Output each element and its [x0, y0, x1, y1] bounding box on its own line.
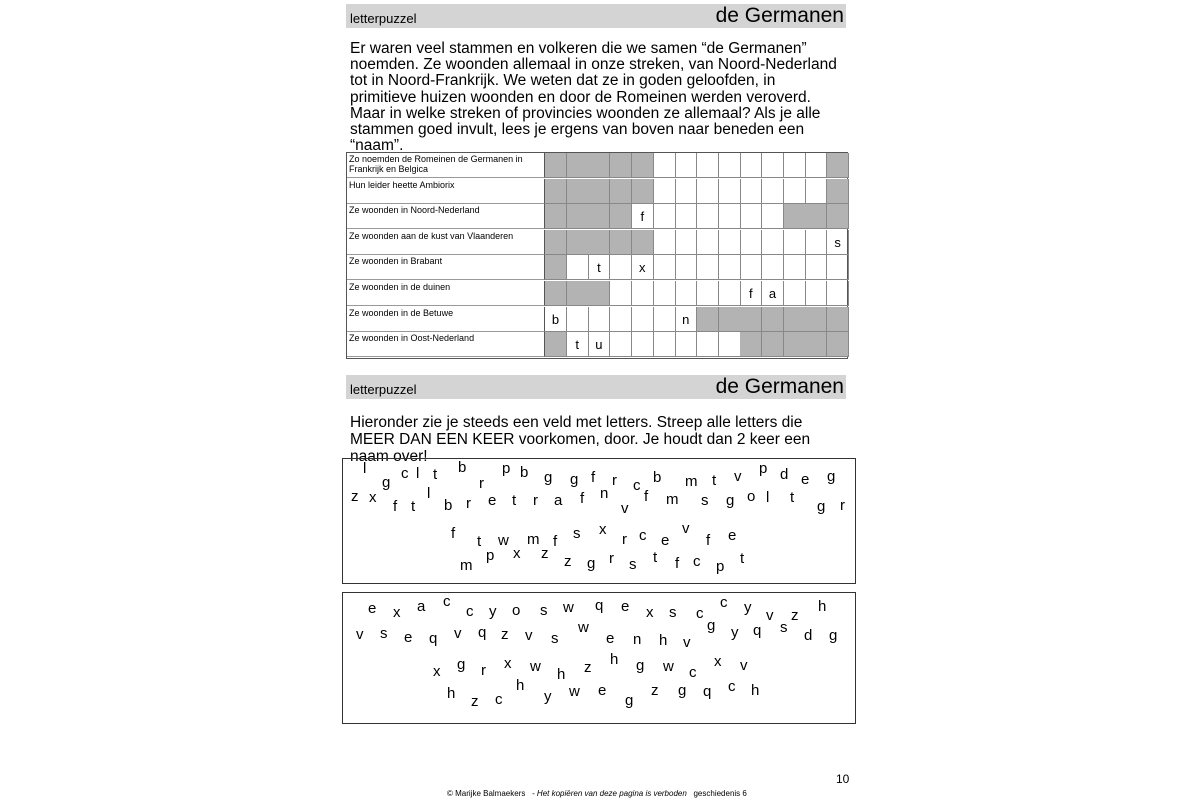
scattered-letter[interactable]: c: [720, 594, 728, 611]
scattered-letter[interactable]: q: [753, 622, 762, 639]
scattered-letter[interactable]: s: [573, 525, 581, 542]
puzzle-cell[interactable]: a: [762, 281, 784, 306]
puzzle-cell[interactable]: [632, 307, 654, 332]
puzzle-cell[interactable]: [805, 179, 827, 204]
puzzle-cell[interactable]: [632, 332, 654, 357]
puzzle-row: [347, 153, 847, 179]
scattered-letter[interactable]: f: [580, 490, 585, 507]
puzzle-cell-shaded: [567, 204, 589, 229]
puzzle-cell-shaded: [610, 153, 632, 178]
scattered-letter[interactable]: z: [584, 659, 592, 676]
scattered-letter[interactable]: t: [740, 550, 745, 567]
puzzle-cell[interactable]: [697, 255, 719, 280]
scattered-letter[interactable]: c: [689, 664, 697, 681]
scattered-letter[interactable]: x: [599, 521, 607, 538]
scattered-letter[interactable]: t: [790, 489, 795, 506]
puzzle-cell-shaded: [610, 230, 632, 255]
scattered-letter[interactable]: h: [557, 666, 566, 683]
scattered-letter[interactable]: x: [646, 604, 654, 621]
puzzle-row: [347, 281, 847, 307]
puzzle-cell[interactable]: [697, 230, 719, 255]
puzzle-cell[interactable]: [697, 179, 719, 204]
scattered-letter[interactable]: l: [416, 465, 420, 482]
scattered-letter[interactable]: r: [533, 492, 538, 509]
scattered-letter[interactable]: e: [621, 598, 630, 615]
puzzle-row: [347, 307, 847, 333]
puzzle-clue: Ze woonden in de duinen: [347, 281, 545, 306]
scattered-letter[interactable]: y: [744, 599, 752, 616]
footer-notice: - Het kopiëren van deze pagina is verboden: [532, 789, 687, 798]
puzzle-cell[interactable]: [719, 230, 741, 255]
scattered-letter[interactable]: v: [525, 627, 533, 644]
puzzle-cell-shaded: [827, 307, 849, 332]
scattered-letter[interactable]: w: [569, 683, 580, 700]
puzzle-cell[interactable]: [784, 153, 806, 178]
puzzle-clue: Zo noemden de Romeinen de Germanen in Frankrijk en Belgica: [347, 153, 545, 178]
scattered-letter[interactable]: g: [827, 468, 836, 485]
scattered-letter[interactable]: t: [712, 472, 717, 489]
puzzle-cell-shaded: [545, 255, 567, 280]
scattered-letter[interactable]: a: [417, 598, 426, 615]
letter-field-2: [342, 592, 856, 724]
puzzle-cell-shaded: [545, 179, 567, 204]
puzzle-cell[interactable]: [675, 153, 697, 178]
puzzle-clue: Ze woonden in Oost-Nederland: [347, 332, 545, 357]
puzzle-cell[interactable]: [675, 281, 697, 306]
puzzle-cell-shaded: [827, 153, 849, 178]
puzzle-cell[interactable]: [762, 204, 784, 229]
scattered-letter[interactable]: c: [401, 465, 409, 482]
puzzle-clue: Ze woonden in de Betuwe: [347, 307, 545, 332]
scattered-letter[interactable]: b: [458, 459, 467, 476]
puzzle-cell-shaded: [588, 281, 610, 306]
scattered-letter[interactable]: e: [598, 682, 607, 699]
scattered-letter[interactable]: z: [791, 607, 799, 624]
scattered-letter[interactable]: v: [766, 607, 774, 624]
scattered-letter[interactable]: r: [466, 495, 471, 512]
scattered-letter[interactable]: d: [804, 627, 813, 644]
puzzle-cell[interactable]: b: [545, 307, 567, 332]
scattered-letter[interactable]: r: [622, 531, 627, 548]
scattered-letter[interactable]: x: [714, 653, 722, 670]
scattered-letter[interactable]: s: [380, 625, 388, 642]
scattered-letter[interactable]: b: [653, 469, 662, 486]
scattered-letter[interactable]: r: [840, 497, 845, 514]
puzzle-cell[interactable]: u: [588, 332, 610, 357]
scattered-letter[interactable]: w: [530, 658, 541, 675]
scattered-letter[interactable]: g: [636, 657, 645, 674]
puzzle-clue: Ze woonden in Brabant: [347, 255, 545, 280]
scattered-letter[interactable]: l: [363, 460, 367, 477]
scattered-letter[interactable]: e: [404, 629, 413, 646]
scattered-letter[interactable]: l: [427, 485, 431, 502]
header-label: letterpuzzel: [350, 11, 417, 26]
scattered-letter[interactable]: f: [675, 555, 680, 572]
scattered-letter[interactable]: h: [610, 651, 619, 668]
puzzle-cell-shaded: [784, 332, 806, 357]
puzzle-cell[interactable]: [805, 153, 827, 178]
scattered-letter[interactable]: x: [433, 663, 441, 680]
puzzle-clue: Ze woonden in Noord-Nederland: [347, 204, 545, 229]
puzzle-cell[interactable]: [697, 153, 719, 178]
puzzle-cell-shaded: [762, 307, 784, 332]
footer: [447, 789, 747, 798]
puzzle-cell-shaded: [567, 179, 589, 204]
puzzle-cell[interactable]: [654, 230, 676, 255]
scattered-letter[interactable]: g: [707, 617, 716, 634]
puzzle-cell[interactable]: [654, 204, 676, 229]
scattered-letter[interactable]: a: [554, 492, 563, 509]
scattered-letter[interactable]: y: [731, 624, 739, 641]
puzzle-cell[interactable]: [762, 179, 784, 204]
scattered-letter[interactable]: y: [544, 688, 552, 705]
scattered-letter[interactable]: p: [759, 460, 768, 477]
scattered-letter[interactable]: e: [801, 471, 810, 488]
puzzle-cell-shaded: [740, 332, 762, 357]
scattered-letter[interactable]: x: [504, 655, 512, 672]
scattered-letter[interactable]: h: [751, 682, 760, 699]
puzzle-clue: Ze woonden aan de kust van Vlaanderen: [347, 230, 545, 255]
scattered-letter[interactable]: g: [817, 498, 826, 515]
scattered-letter[interactable]: v: [621, 500, 629, 517]
puzzle-cell[interactable]: [697, 204, 719, 229]
scattered-letter[interactable]: c: [696, 605, 704, 622]
scattered-letter[interactable]: p: [486, 547, 495, 564]
puzzle-cell[interactable]: [697, 332, 719, 357]
crossword-grid: [346, 152, 848, 359]
puzzle-cell[interactable]: [762, 230, 784, 255]
scattered-letter[interactable]: c: [728, 678, 736, 695]
scattered-letter[interactable]: r: [481, 662, 486, 679]
puzzle-cell[interactable]: t: [588, 255, 610, 280]
scattered-letter[interactable]: g: [625, 692, 634, 709]
puzzle-cell-shaded: [784, 307, 806, 332]
puzzle-row: [347, 332, 847, 358]
page-number: 10: [836, 772, 850, 786]
header-band-second: [346, 375, 846, 399]
scattered-letter[interactable]: f: [591, 469, 596, 486]
puzzle-cell-shaded: [632, 179, 654, 204]
scattered-letter[interactable]: m: [666, 491, 679, 508]
puzzle-cell-shaded: [545, 281, 567, 306]
scattered-letter[interactable]: w: [563, 599, 574, 616]
puzzle-cell[interactable]: [719, 281, 741, 306]
scattered-letter[interactable]: g: [457, 656, 466, 673]
scattered-letter[interactable]: m: [527, 531, 540, 548]
scattered-letter[interactable]: d: [780, 466, 789, 483]
scattered-letter[interactable]: v: [740, 657, 748, 674]
scattered-letter[interactable]: c: [693, 553, 701, 570]
puzzle-cell-shaded: [762, 332, 784, 357]
puzzle-cell[interactable]: n: [675, 307, 697, 332]
puzzle-cell[interactable]: [784, 230, 806, 255]
puzzle-cell[interactable]: [740, 153, 762, 178]
puzzle-cell[interactable]: [675, 179, 697, 204]
scattered-letter[interactable]: z: [564, 553, 572, 570]
scattered-letter[interactable]: m: [685, 473, 698, 490]
scattered-letter[interactable]: w: [578, 619, 589, 636]
scattered-letter[interactable]: g: [382, 474, 391, 491]
scattered-letter[interactable]: e: [488, 492, 497, 509]
scattered-letter[interactable]: r: [609, 550, 614, 567]
scattered-letter[interactable]: e: [368, 600, 377, 617]
scattered-letter[interactable]: w: [498, 532, 509, 549]
puzzle-cell[interactable]: [740, 255, 762, 280]
scattered-letter[interactable]: q: [703, 683, 712, 700]
scattered-letter[interactable]: f: [706, 532, 711, 549]
puzzle-cell-shaded: [545, 204, 567, 229]
scattered-letter[interactable]: p: [502, 460, 511, 477]
puzzle-cell[interactable]: [654, 332, 676, 357]
puzzle-cell-shaded: [588, 204, 610, 229]
scattered-letter[interactable]: f: [393, 498, 398, 515]
puzzle-cell-shaded: [588, 179, 610, 204]
puzzle-cell-shaded: [632, 153, 654, 178]
puzzle-cell-shaded: [567, 230, 589, 255]
puzzle-row: [347, 255, 847, 281]
scattered-letter[interactable]: y: [489, 603, 497, 620]
scattered-letter[interactable]: h: [447, 685, 456, 702]
puzzle-cell[interactable]: [654, 255, 676, 280]
puzzle-cell-shaded: [719, 307, 741, 332]
puzzle-cell[interactable]: [632, 281, 654, 306]
scattered-letter[interactable]: e: [606, 630, 615, 647]
puzzle-cell[interactable]: [654, 281, 676, 306]
puzzle-cell-shaded: [588, 153, 610, 178]
scattered-letter[interactable]: h: [516, 677, 525, 694]
puzzle-cell[interactable]: [719, 204, 741, 229]
scattered-letter[interactable]: t: [653, 549, 658, 566]
puzzle-cell-shaded: [827, 179, 849, 204]
scattered-letter[interactable]: v: [356, 626, 364, 643]
scattered-letter[interactable]: g: [544, 469, 553, 486]
scattered-letter[interactable]: t: [411, 498, 416, 515]
scattered-letter[interactable]: q: [429, 630, 438, 647]
puzzle-cell[interactable]: [719, 255, 741, 280]
puzzle-cell-shaded: [588, 230, 610, 255]
puzzle-row: [347, 179, 847, 205]
puzzle-cell-shaded: [827, 332, 849, 357]
puzzle-cell-shaded: [567, 281, 589, 306]
instruction-text: Hieronder zie je steeds een veld met letters. Streep alle letters die MEER DAN EEN KEER voorkomen, door. Je houdt dan 2 keer een naam over!: [350, 414, 811, 465]
puzzle-cell-shaded: [545, 332, 567, 357]
scattered-letter[interactable]: z: [541, 545, 549, 562]
scattered-letter[interactable]: z: [651, 682, 659, 699]
scattered-letter[interactable]: m: [460, 557, 473, 574]
scattered-letter[interactable]: f: [553, 533, 558, 550]
scattered-letter[interactable]: g: [726, 492, 735, 509]
scattered-letter[interactable]: v: [454, 625, 462, 642]
puzzle-cell[interactable]: [740, 230, 762, 255]
puzzle-cell-shaded: [632, 230, 654, 255]
scattered-letter[interactable]: l: [766, 489, 770, 506]
puzzle-cell[interactable]: [567, 255, 589, 280]
puzzle-row: [347, 230, 847, 256]
scattered-letter[interactable]: w: [663, 658, 674, 675]
puzzle-cell[interactable]: [610, 332, 632, 357]
puzzle-cell[interactable]: [610, 307, 632, 332]
scattered-letter[interactable]: c: [466, 603, 474, 620]
puzzle-cell[interactable]: [654, 179, 676, 204]
scattered-letter[interactable]: t: [512, 492, 517, 509]
scattered-letter[interactable]: s: [551, 630, 559, 647]
scattered-letter[interactable]: g: [587, 555, 596, 572]
puzzle-cell-shaded: [567, 153, 589, 178]
puzzle-cell[interactable]: x: [632, 255, 654, 280]
puzzle-cell[interactable]: [762, 153, 784, 178]
puzzle-cell-shaded: [545, 153, 567, 178]
scattered-letter[interactable]: q: [478, 624, 487, 641]
puzzle-cell[interactable]: f: [632, 204, 654, 229]
puzzle-clue: Hun leider heette Ambiorix: [347, 179, 545, 204]
puzzle-cell[interactable]: [784, 255, 806, 280]
puzzle-cell[interactable]: [610, 255, 632, 280]
puzzle-cell[interactable]: [719, 179, 741, 204]
puzzle-cell-shaded: [805, 332, 827, 357]
puzzle-cell-shaded: [827, 204, 849, 229]
footer-subject: geschiedenis 6: [693, 789, 747, 798]
scattered-letter[interactable]: e: [661, 532, 670, 549]
puzzle-cell[interactable]: [784, 179, 806, 204]
puzzle-cell-shaded: [805, 204, 827, 229]
puzzle-cell[interactable]: [805, 230, 827, 255]
scattered-letter[interactable]: b: [520, 464, 529, 481]
puzzle-cell[interactable]: [654, 307, 676, 332]
puzzle-cell[interactable]: [567, 307, 589, 332]
scattered-letter[interactable]: p: [716, 558, 725, 575]
scattered-letter[interactable]: s: [540, 602, 548, 619]
puzzle-cell[interactable]: [740, 179, 762, 204]
puzzle-cell-shaded: [545, 230, 567, 255]
puzzle-cell[interactable]: [588, 307, 610, 332]
puzzle-cell[interactable]: [610, 281, 632, 306]
puzzle-cell[interactable]: s: [827, 230, 849, 255]
puzzle-cell-shaded: [697, 307, 719, 332]
scattered-letter[interactable]: g: [678, 682, 687, 699]
scattered-letter[interactable]: s: [780, 619, 788, 636]
scattered-letter[interactable]: g: [829, 627, 838, 644]
scattered-letter[interactable]: x: [369, 489, 377, 506]
scattered-letter[interactable]: b: [444, 497, 453, 514]
scattered-letter[interactable]: f: [644, 488, 649, 505]
puzzle-cell[interactable]: [675, 255, 697, 280]
puzzle-cell-shaded: [805, 307, 827, 332]
puzzle-cell[interactable]: [654, 153, 676, 178]
puzzle-cell[interactable]: [827, 255, 849, 280]
scattered-letter[interactable]: s: [701, 492, 709, 509]
scattered-letter[interactable]: s: [629, 556, 637, 573]
scattered-letter[interactable]: o: [512, 602, 521, 619]
scattered-letter[interactable]: c: [495, 691, 503, 708]
header-title: de Germanen: [715, 4, 844, 27]
scattered-letter[interactable]: c: [639, 527, 647, 544]
scattered-letter[interactable]: n: [600, 485, 609, 502]
scattered-letter[interactable]: c: [633, 477, 641, 494]
scattered-letter[interactable]: x: [393, 604, 401, 621]
puzzle-cell-shaded: [610, 204, 632, 229]
scattered-letter[interactable]: v: [682, 520, 690, 537]
scattered-letter[interactable]: f: [451, 525, 456, 542]
header-title-second: de Germanen: [715, 375, 844, 398]
puzzle-cell[interactable]: [827, 281, 849, 306]
header-label-second: letterpuzzel: [350, 382, 417, 397]
puzzle-cell-shaded: [784, 204, 806, 229]
scattered-letter[interactable]: h: [818, 598, 827, 615]
scattered-letter[interactable]: v: [683, 634, 691, 651]
scattered-letter[interactable]: h: [659, 632, 668, 649]
puzzle-cell[interactable]: [675, 230, 697, 255]
puzzle-cell[interactable]: [762, 255, 784, 280]
puzzle-row: [347, 204, 847, 230]
puzzle-cell[interactable]: [719, 153, 741, 178]
scattered-letter[interactable]: s: [669, 604, 677, 621]
footer-author: © Marijke Balmaekers: [447, 789, 526, 798]
scattered-letter[interactable]: c: [443, 593, 451, 610]
scattered-letter[interactable]: z: [351, 488, 359, 505]
puzzle-cell[interactable]: [675, 204, 697, 229]
scattered-letter[interactable]: g: [570, 471, 579, 488]
scattered-letter[interactable]: o: [747, 488, 756, 505]
puzzle-cell[interactable]: [740, 204, 762, 229]
scattered-letter[interactable]: z: [471, 693, 479, 710]
scattered-letter[interactable]: z: [501, 626, 509, 643]
letter-field-1: [342, 458, 856, 584]
puzzle-cell[interactable]: [675, 332, 697, 357]
scattered-letter[interactable]: r: [612, 472, 617, 489]
scattered-letter[interactable]: t: [477, 533, 482, 550]
puzzle-cell[interactable]: [784, 281, 806, 306]
scattered-letter[interactable]: v: [734, 468, 742, 485]
scattered-letter[interactable]: e: [728, 527, 737, 544]
puzzle-cell[interactable]: t: [567, 332, 589, 357]
scattered-letter[interactable]: x: [513, 545, 521, 562]
puzzle-cell-shaded: [740, 307, 762, 332]
header-band-top: [346, 4, 846, 28]
puzzle-cell[interactable]: [805, 281, 827, 306]
puzzle-cell[interactable]: [719, 332, 741, 357]
scattered-letter[interactable]: n: [633, 631, 642, 648]
intro-text: Er waren veel stammen en volkeren die we samen “de Germanen” noemden. Ze woonden allemaal in onze streken, van Noord-Nederland tot in Noord-Frankrijk. We weten dat ze in goden geloofden, in primitieve huizen woonden en door de Romeinen werden veroverd. Maar in welke streken of provincies woonden ze allemaal? Als je alle stammen goed invult, lees je ergens van boven naar beneden een “naam”.: [350, 40, 837, 155]
scattered-letter[interactable]: q: [595, 597, 604, 614]
puzzle-cell[interactable]: [697, 281, 719, 306]
scattered-letter[interactable]: r: [479, 475, 484, 492]
puzzle-cell[interactable]: f: [740, 281, 762, 306]
puzzle-cell[interactable]: [805, 255, 827, 280]
scattered-letter[interactable]: t: [433, 466, 438, 483]
puzzle-cell-shaded: [610, 179, 632, 204]
